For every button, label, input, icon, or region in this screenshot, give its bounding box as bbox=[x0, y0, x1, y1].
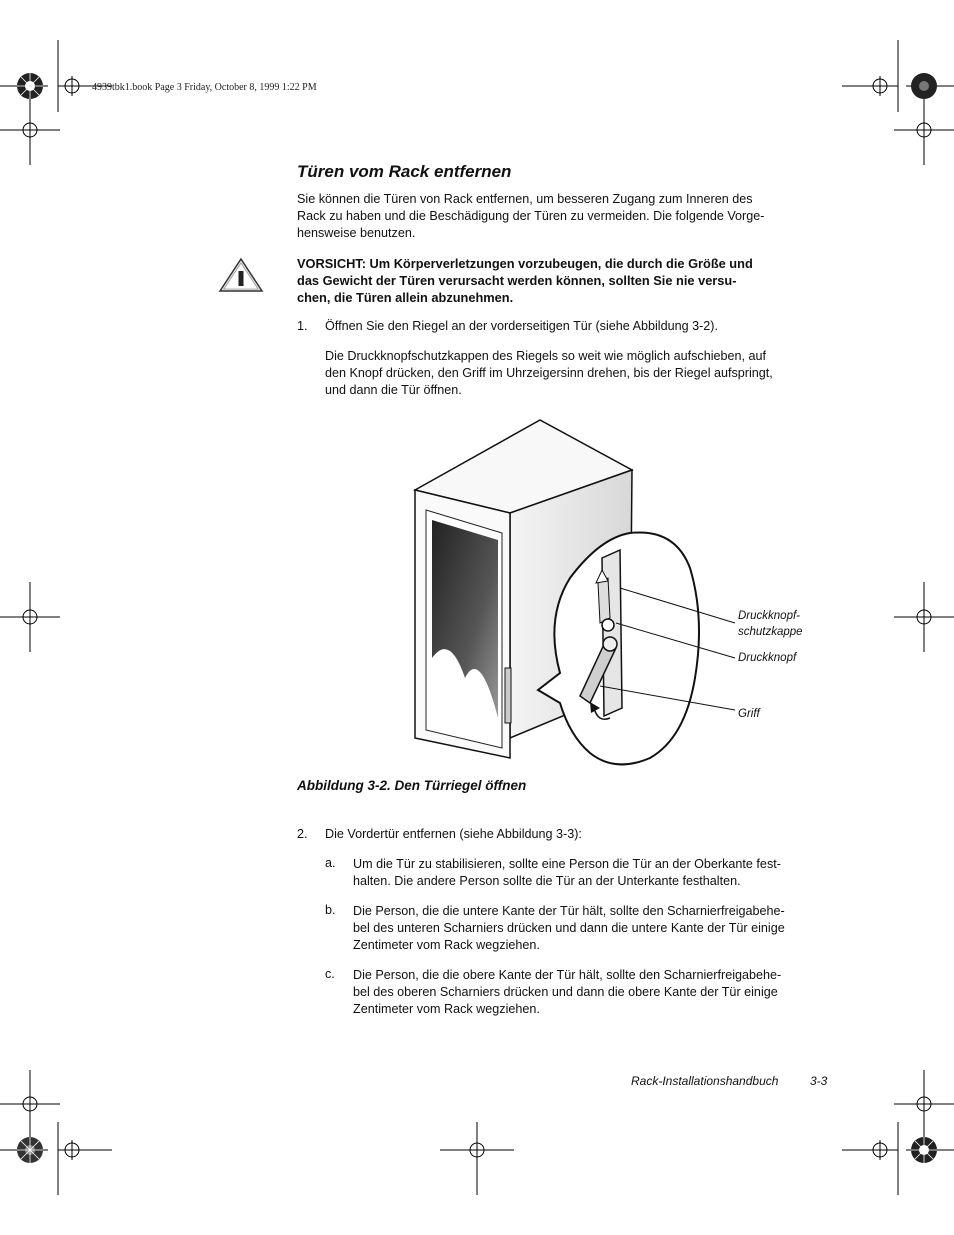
figure-caption: Abbildung 3-2. Den Türriegel öffnen bbox=[297, 778, 527, 793]
section-title: Türen vom Rack entfernen bbox=[297, 162, 512, 181]
substep-line: Die Person, die die obere Kante der Tür hält, sollte den Scharnierfreigabehe- bbox=[353, 968, 782, 982]
detail-line: und dann die Tür öffnen. bbox=[325, 383, 462, 397]
substep-text bbox=[353, 903, 785, 954]
substep-text bbox=[353, 856, 781, 890]
caution-notice bbox=[297, 255, 753, 306]
substep-text bbox=[353, 967, 781, 1018]
caution-line: das Gewicht der Türen verursacht werden können, sollten Sie nie versu- bbox=[297, 273, 737, 288]
callout-line: schutzkappe bbox=[738, 626, 803, 638]
step-number: 1. bbox=[297, 319, 308, 333]
callout-line: Druckknopf- bbox=[738, 610, 800, 622]
step-text: Die Vordertür entfernen (siehe Abbildung 3-3): bbox=[325, 827, 582, 841]
substep-letter: b. bbox=[325, 903, 336, 917]
rack-latch-illustration bbox=[410, 418, 750, 773]
step-number: 2. bbox=[297, 827, 308, 841]
callout-cap-label bbox=[738, 608, 803, 640]
footer-book-title: Rack-Installationshandbuch bbox=[631, 1074, 779, 1088]
detail-line: Die Druckknopfschutzkappen des Riegels so weit wie möglich aufschieben, auf bbox=[325, 349, 767, 363]
substep-line: bel des oberen Scharniers drücken und dann die obere Kante der Tür einige bbox=[353, 985, 778, 999]
substep-line: Zentimeter vom Rack wegziehen. bbox=[353, 1002, 540, 1016]
footer-page-number: 3-3 bbox=[810, 1074, 828, 1088]
substep-line: Die Person, die die untere Kante der Tür hält, sollte den Scharnierfreigabehe- bbox=[353, 904, 785, 918]
step-text: Öffnen Sie den Riegel an der vorderseitigen Tür (siehe Abbildung 3-2). bbox=[325, 319, 718, 333]
intro-line: hensweise benutzen. bbox=[297, 226, 416, 240]
callout-handle-label: Griff bbox=[738, 708, 760, 720]
substep-line: Um die Tür zu stabilisieren, sollte eine Person die Tür an der Oberkante fest- bbox=[353, 857, 781, 871]
substep-line: Zentimeter vom Rack wegziehen. bbox=[353, 938, 540, 952]
substep-line: bel des unteren Scharniers drücken und dann die untere Kante der Tür einige bbox=[353, 921, 785, 935]
detail-line: den Knopf drücken, den Griff im Uhrzeigersinn drehen, bis der Riegel aufspringt, bbox=[325, 366, 773, 380]
substep-letter: c. bbox=[325, 967, 335, 981]
caution-line: chen, die Türen allein abzunehmen. bbox=[297, 290, 514, 305]
caution-line: VORSICHT: Um Körperverletzungen vorzubeugen, die durch die Größe und bbox=[297, 256, 753, 271]
substep-line: halten. Die andere Person sollte die Tür an der Unterkante festhalten. bbox=[353, 874, 741, 888]
warning-triangle-icon bbox=[218, 256, 264, 294]
print-slug: 4939tbk1.book Page 3 Friday, October 8, 1999 1:22 PM bbox=[92, 82, 317, 93]
step-detail-paragraph bbox=[325, 348, 773, 399]
intro-line: Rack zu haben und die Beschädigung der Türen zu vermeiden. Die folgende Vorge- bbox=[297, 209, 765, 223]
callout-button-label: Druckknopf bbox=[738, 652, 797, 664]
intro-paragraph bbox=[297, 191, 764, 242]
substep-letter: a. bbox=[325, 856, 336, 870]
intro-line: Sie können die Türen von Rack entfernen, um besseren Zugang zum Inneren des bbox=[297, 192, 753, 206]
